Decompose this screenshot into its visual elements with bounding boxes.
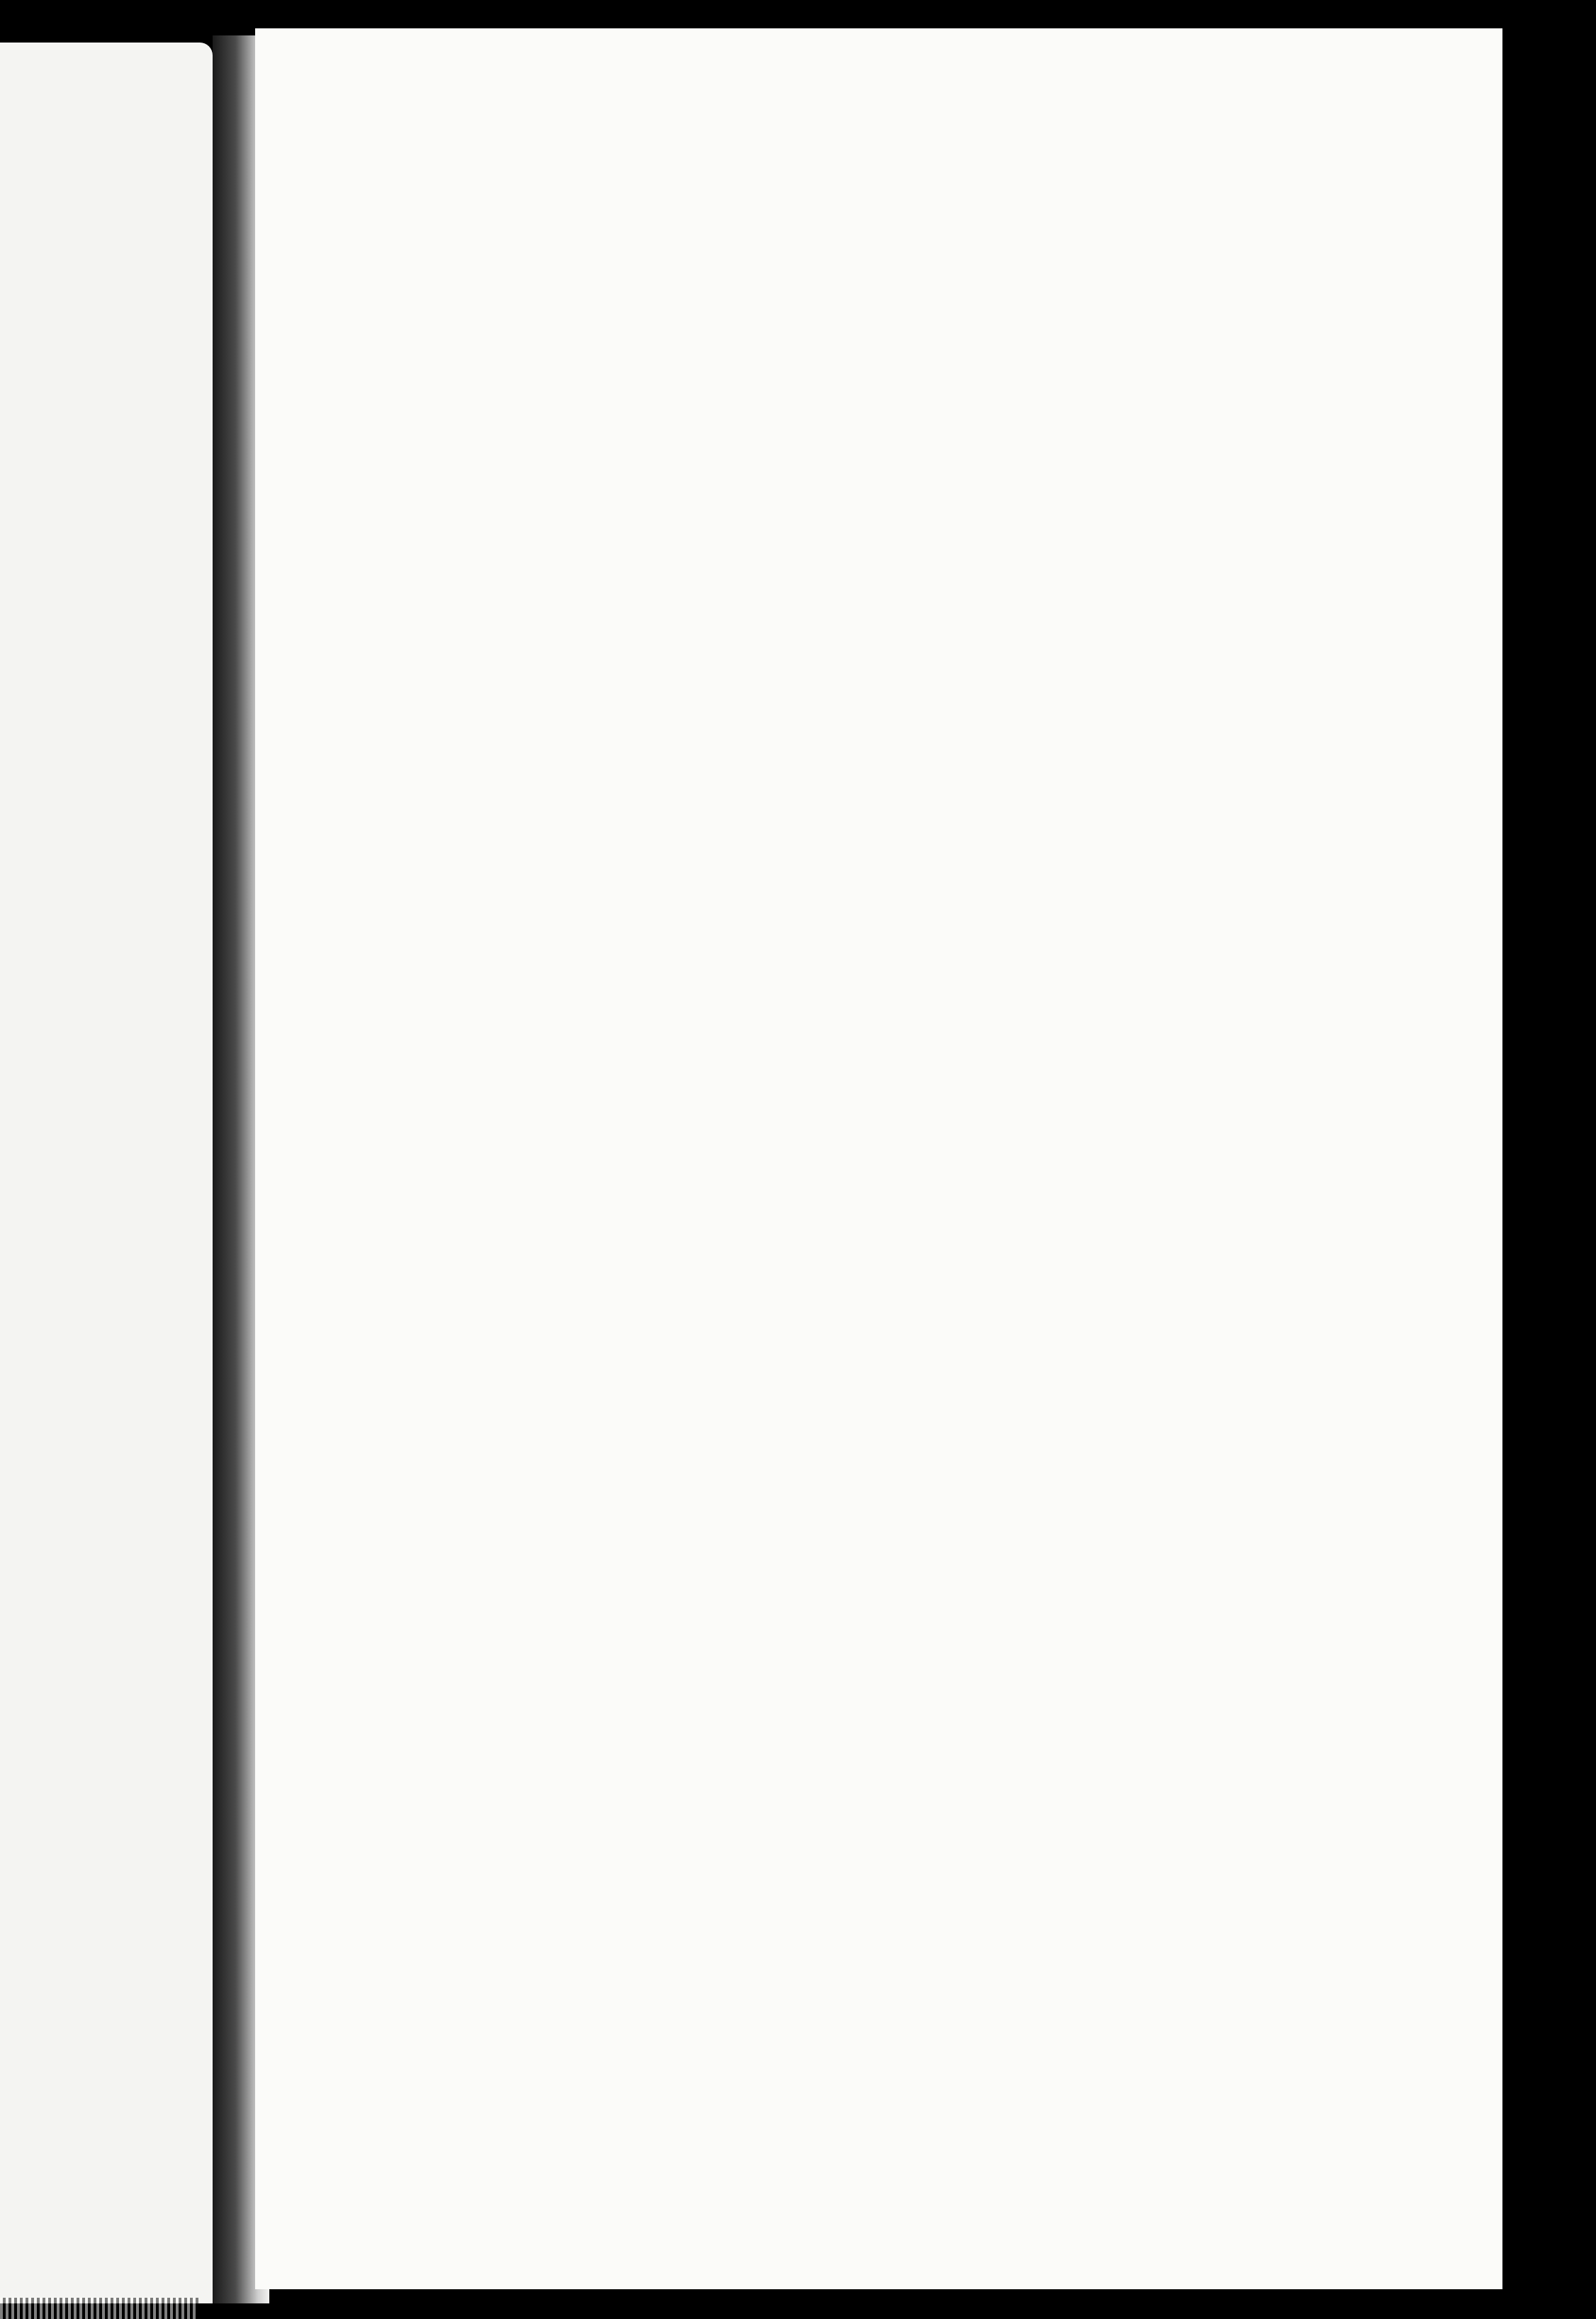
scan-edge-noise (0, 2298, 198, 2319)
left-page (0, 43, 213, 2303)
right-page (255, 28, 1502, 2289)
